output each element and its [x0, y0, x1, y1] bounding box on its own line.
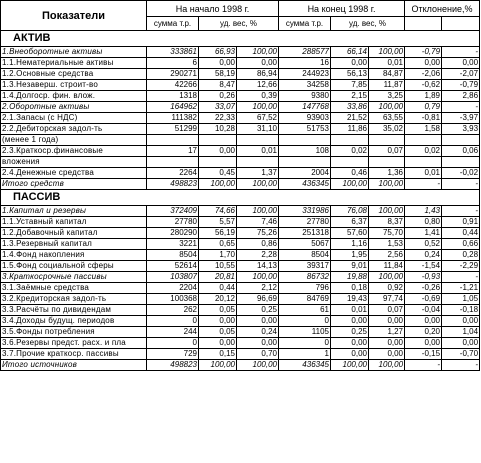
- header-indicators: Показатели: [1, 1, 147, 31]
- table-cell: 0,00: [331, 349, 369, 360]
- table-cell: 2,56: [369, 250, 405, 261]
- table-cell: [237, 157, 279, 168]
- header-end-period: На конец 1998 г.: [279, 1, 405, 17]
- table-cell: 244923: [279, 69, 331, 80]
- table-cell: 5,57: [199, 217, 237, 228]
- table-cell: -1,54: [405, 261, 442, 272]
- table-row: [1, 338, 480, 349]
- table-cell: 9380: [279, 91, 331, 102]
- table-row: [1, 305, 480, 316]
- table-cell: -0,02: [442, 168, 480, 179]
- row-label: Итого источников: [1, 360, 147, 371]
- table-cell: [331, 157, 369, 168]
- table-cell: 244: [147, 327, 199, 338]
- table-row: [1, 217, 480, 228]
- table-row: [1, 179, 480, 190]
- table-cell: 0,66: [442, 239, 480, 250]
- table-cell: 0,00: [369, 316, 405, 327]
- table-row: [1, 349, 480, 360]
- table-cell: 7,46: [237, 217, 279, 228]
- row-label: 3.Краткосрочные пассивы: [1, 272, 147, 283]
- table-cell: 0,00: [237, 58, 279, 69]
- table-cell: 0,26: [199, 91, 237, 102]
- table-cell: 1,53: [369, 239, 405, 250]
- table-row: [1, 124, 480, 135]
- table-cell: 96,69: [237, 294, 279, 305]
- table-cell: 0,00: [405, 58, 442, 69]
- table-cell: 3221: [147, 239, 199, 250]
- table-cell: 39317: [279, 261, 331, 272]
- table-cell: 2,12: [237, 283, 279, 294]
- table-cell: 76,08: [331, 206, 369, 217]
- table-cell: 1,43: [405, 206, 442, 217]
- table-cell: -0,62: [405, 80, 442, 91]
- table-cell: -: [442, 360, 480, 371]
- table-cell: 66,14: [331, 47, 369, 58]
- table-cell: 0,00: [405, 338, 442, 349]
- table-cell: 6,37: [331, 217, 369, 228]
- table-cell: 164962: [147, 102, 199, 113]
- table-cell: 2,28: [237, 250, 279, 261]
- row-label: 3.6.Резервы предст. расх. и пла: [1, 338, 147, 349]
- table-cell: 331986: [279, 206, 331, 217]
- table-cell: -0,81: [405, 113, 442, 124]
- row-label: 3.2.Кредиторская задол-ть: [1, 294, 147, 305]
- subheader-sum-end: сумма т.р.: [279, 17, 331, 31]
- table-cell: 0,02: [405, 146, 442, 157]
- table-cell: 796: [279, 283, 331, 294]
- table-cell: 0: [279, 338, 331, 349]
- table-cell: 11,87: [369, 80, 405, 91]
- table-row: [1, 250, 480, 261]
- table-cell: 0,86: [237, 239, 279, 250]
- table-cell: 0,02: [331, 146, 369, 157]
- table-cell: 20,81: [199, 272, 237, 283]
- table-cell: [405, 157, 442, 168]
- table-cell: 2,15: [331, 91, 369, 102]
- table-cell: 17: [147, 146, 199, 157]
- table-cell: 1,16: [331, 239, 369, 250]
- table-row: [1, 316, 480, 327]
- row-label: 1.3.Резервный капитал: [1, 239, 147, 250]
- table-cell: 57,60: [331, 228, 369, 239]
- table-cell: 33,86: [331, 102, 369, 113]
- table-cell: [331, 135, 369, 146]
- table-cell: 3,25: [369, 91, 405, 102]
- row-label: 2.4.Денежные средства: [1, 168, 147, 179]
- table-cell: 0,44: [442, 228, 480, 239]
- subheader-deviation-b: [442, 17, 480, 31]
- table-cell: 0,00: [405, 316, 442, 327]
- row-label: 1.Капитал и резервы: [1, 206, 147, 217]
- table-cell: 51299: [147, 124, 199, 135]
- table-cell: 7,85: [331, 80, 369, 91]
- row-label: 1.2.Добавочный капитал: [1, 228, 147, 239]
- table-cell: 75,26: [237, 228, 279, 239]
- table-cell: 100,00: [369, 47, 405, 58]
- table-cell: 27780: [279, 217, 331, 228]
- table-cell: 0,70: [237, 349, 279, 360]
- table-cell: 0,01: [369, 58, 405, 69]
- table-cell: 100,00: [199, 179, 237, 190]
- table-cell: 436345: [279, 360, 331, 371]
- table-cell: 0,00: [331, 316, 369, 327]
- table-cell: 9,01: [331, 261, 369, 272]
- row-label: вложения: [1, 157, 147, 168]
- table-cell: 0,00: [369, 349, 405, 360]
- table-cell: 58,19: [199, 69, 237, 80]
- row-label: 1.1.Уставный капитал: [1, 217, 147, 228]
- table-cell: 100,00: [331, 360, 369, 371]
- table-cell: -0,15: [405, 349, 442, 360]
- table-cell: 56,13: [331, 69, 369, 80]
- table-cell: 8,37: [369, 217, 405, 228]
- table-cell: 42266: [147, 80, 199, 91]
- table-row: [1, 360, 480, 371]
- table-cell: 8504: [147, 250, 199, 261]
- table-row: [1, 91, 480, 102]
- table-cell: 0,80: [405, 217, 442, 228]
- table-cell: 0,00: [331, 58, 369, 69]
- row-label: 3.5.Фонды потребления: [1, 327, 147, 338]
- table-cell: 100368: [147, 294, 199, 305]
- table-cell: 2264: [147, 168, 199, 179]
- table-cell: 0,00: [199, 58, 237, 69]
- table-cell: 0,46: [331, 168, 369, 179]
- table-cell: 11,84: [369, 261, 405, 272]
- table-cell: 0: [147, 338, 199, 349]
- subheader-sum-start: сумма т.р.: [147, 17, 199, 31]
- table-cell: [147, 157, 199, 168]
- table-cell: 93903: [279, 113, 331, 124]
- header-deviation: Отклонение,%: [405, 1, 480, 17]
- table-row: [1, 58, 480, 69]
- table-cell: 86732: [279, 272, 331, 283]
- table-cell: 0,05: [199, 305, 237, 316]
- table-cell: -0,69: [405, 294, 442, 305]
- table-cell: [199, 135, 237, 146]
- table-cell: 0,01: [331, 305, 369, 316]
- table-cell: 56,19: [199, 228, 237, 239]
- table-cell: -: [442, 102, 480, 113]
- table-cell: 0,01: [405, 168, 442, 179]
- table-row: [1, 239, 480, 250]
- table-cell: 1105: [279, 327, 331, 338]
- table-cell: 0,45: [199, 168, 237, 179]
- row-label: 3.7.Прочие краткоср. пассивы: [1, 349, 147, 360]
- table-cell: 498823: [147, 179, 199, 190]
- row-label: 2.2.Дебиторская задол-ть: [1, 124, 147, 135]
- table-cell: 0,00: [199, 316, 237, 327]
- table-cell: 86,94: [237, 69, 279, 80]
- table-cell: 100,00: [237, 272, 279, 283]
- section-row-asset: [1, 31, 480, 47]
- table-cell: 8,47: [199, 80, 237, 91]
- table-cell: 0,00: [442, 338, 480, 349]
- table-row: [1, 261, 480, 272]
- table-cell: 100,00: [237, 206, 279, 217]
- table-body: [1, 31, 480, 371]
- row-label: (менее 1 года): [1, 135, 147, 146]
- table-cell: 2,86: [442, 91, 480, 102]
- table-cell: 0,18: [331, 283, 369, 294]
- table-cell: 14,13: [237, 261, 279, 272]
- table-cell: 0,00: [237, 316, 279, 327]
- table-cell: 333861: [147, 47, 199, 58]
- table-cell: 100,00: [369, 179, 405, 190]
- table-cell: [147, 135, 199, 146]
- table-row: [1, 157, 480, 168]
- table-cell: 372409: [147, 206, 199, 217]
- table-cell: 100,00: [237, 47, 279, 58]
- table-cell: 0: [279, 316, 331, 327]
- table-cell: 0,44: [199, 283, 237, 294]
- table-cell: 1,27: [369, 327, 405, 338]
- row-label: 1.3.Незаверш. строит-во: [1, 80, 147, 91]
- table-cell: 0,39: [237, 91, 279, 102]
- table-cell: -0,79: [405, 47, 442, 58]
- table-cell: 35,02: [369, 124, 405, 135]
- table-cell: 0,00: [369, 338, 405, 349]
- table-cell: 0,24: [405, 250, 442, 261]
- section-title-liability: ПАССИВ: [1, 190, 480, 206]
- table-row: [1, 47, 480, 58]
- table-cell: 3,93: [442, 124, 480, 135]
- row-label: 3.1.Заёмные средства: [1, 283, 147, 294]
- table-cell: [369, 135, 405, 146]
- table-cell: 0,00: [442, 58, 480, 69]
- table-cell: 0,01: [237, 146, 279, 157]
- table-cell: 1,58: [405, 124, 442, 135]
- table-cell: [369, 157, 405, 168]
- table-cell: -0,18: [442, 305, 480, 316]
- table-cell: 0,91: [442, 217, 480, 228]
- table-cell: 84,87: [369, 69, 405, 80]
- table-cell: 100,00: [331, 179, 369, 190]
- table-cell: 1,89: [405, 91, 442, 102]
- subheader-weight-end: уд. вес, %: [331, 17, 405, 31]
- table-cell: 1,70: [199, 250, 237, 261]
- table-cell: 0,65: [199, 239, 237, 250]
- table-cell: 0,25: [331, 327, 369, 338]
- table-cell: 19,88: [331, 272, 369, 283]
- table-cell: -: [442, 206, 480, 217]
- table-cell: 0: [147, 316, 199, 327]
- table-cell: 0,25: [237, 305, 279, 316]
- table-cell: 100,00: [369, 360, 405, 371]
- table-cell: 34258: [279, 80, 331, 91]
- table-cell: 147768: [279, 102, 331, 113]
- table-cell: 262: [147, 305, 199, 316]
- table-cell: [405, 135, 442, 146]
- table-cell: 100,00: [237, 102, 279, 113]
- table-cell: [279, 135, 331, 146]
- table-cell: 8504: [279, 250, 331, 261]
- table-cell: 6: [147, 58, 199, 69]
- table-cell: 0,20: [405, 327, 442, 338]
- table-row: [1, 113, 480, 124]
- table-cell: -3,97: [442, 113, 480, 124]
- table-cell: 22,33: [199, 113, 237, 124]
- table-cell: -2,06: [405, 69, 442, 80]
- subheader-deviation-a: [405, 17, 442, 31]
- table-row: [1, 294, 480, 305]
- table-cell: 1318: [147, 91, 199, 102]
- table-cell: 0,06: [442, 146, 480, 157]
- table-cell: 100,00: [369, 102, 405, 113]
- table-cell: 0,28: [442, 250, 480, 261]
- table-cell: 19,43: [331, 294, 369, 305]
- table-cell: -: [442, 272, 480, 283]
- table-cell: 251318: [279, 228, 331, 239]
- table-cell: 1: [279, 349, 331, 360]
- table-cell: 111382: [147, 113, 199, 124]
- table-row: [1, 228, 480, 239]
- table-cell: -0,26: [405, 283, 442, 294]
- table-cell: 66,93: [199, 47, 237, 58]
- table-cell: 75,70: [369, 228, 405, 239]
- table-row: [1, 206, 480, 217]
- table-cell: 27780: [147, 217, 199, 228]
- table-cell: 51753: [279, 124, 331, 135]
- table-cell: 100,00: [199, 360, 237, 371]
- table-row: [1, 327, 480, 338]
- table-cell: [442, 135, 480, 146]
- table-row: [1, 146, 480, 157]
- table-cell: -: [405, 179, 442, 190]
- table-cell: 21,52: [331, 113, 369, 124]
- table-cell: 103807: [147, 272, 199, 283]
- table-cell: 97,74: [369, 294, 405, 305]
- row-label: 1.Внеоборотные активы: [1, 47, 147, 58]
- table-cell: -: [442, 179, 480, 190]
- table-cell: -0,04: [405, 305, 442, 316]
- table-cell: 290271: [147, 69, 199, 80]
- section-title-asset: АКТИВ: [1, 31, 480, 47]
- table-cell: -: [405, 360, 442, 371]
- table-cell: 61: [279, 305, 331, 316]
- table-cell: 0,00: [237, 338, 279, 349]
- row-label: 3.4.Доходы будущ. периодов: [1, 316, 147, 327]
- table-cell: 20,12: [199, 294, 237, 305]
- table-cell: 436345: [279, 179, 331, 190]
- table-cell: 1,41: [405, 228, 442, 239]
- row-label: 1.1.Нематериальные активы: [1, 58, 147, 69]
- table-cell: 0,15: [199, 349, 237, 360]
- table-cell: 12,66: [237, 80, 279, 91]
- row-label: 3.3.Расчёты по дивидендам: [1, 305, 147, 316]
- table-cell: 0,00: [199, 146, 237, 157]
- table-row: [1, 283, 480, 294]
- table-cell: 31,10: [237, 124, 279, 135]
- row-label: 2.1.Запасы (с НДС): [1, 113, 147, 124]
- table-cell: 1,05: [442, 294, 480, 305]
- table-cell: 0,07: [369, 305, 405, 316]
- table-cell: 63,55: [369, 113, 405, 124]
- table-cell: 100,00: [369, 272, 405, 283]
- table-cell: 33,07: [199, 102, 237, 113]
- table-row: [1, 69, 480, 80]
- table-cell: 1,95: [331, 250, 369, 261]
- table-cell: 52614: [147, 261, 199, 272]
- table-cell: 1,04: [442, 327, 480, 338]
- table-cell: 1,37: [237, 168, 279, 179]
- table-cell: 0,00: [331, 338, 369, 349]
- table-cell: [442, 157, 480, 168]
- row-label: 1.5.Фонд социальной сферы: [1, 261, 147, 272]
- table-cell: -2,07: [442, 69, 480, 80]
- table-cell: 100,00: [237, 360, 279, 371]
- table-cell: 10,55: [199, 261, 237, 272]
- row-label: Итого средств: [1, 179, 147, 190]
- table-cell: 0,07: [369, 146, 405, 157]
- table-cell: -2,29: [442, 261, 480, 272]
- table-cell: [237, 135, 279, 146]
- row-label: 1.4.Долгоср. фин. влож.: [1, 91, 147, 102]
- table-cell: -: [442, 47, 480, 58]
- row-label: 1.4.Фонд накопления: [1, 250, 147, 261]
- table-cell: 288577: [279, 47, 331, 58]
- table-cell: 0,79: [405, 102, 442, 113]
- table-cell: 2204: [147, 283, 199, 294]
- table-cell: 84769: [279, 294, 331, 305]
- table-cell: 5067: [279, 239, 331, 250]
- section-row-liability: [1, 190, 480, 206]
- row-label: 2.3.Краткоср.финансовые: [1, 146, 147, 157]
- table-cell: -0,93: [405, 272, 442, 283]
- table-cell: 0,00: [199, 338, 237, 349]
- table-cell: 10,28: [199, 124, 237, 135]
- table-cell: 67,52: [237, 113, 279, 124]
- table-cell: [279, 157, 331, 168]
- table-row: [1, 135, 480, 146]
- row-label: 2.Оборотные активы: [1, 102, 147, 113]
- table-cell: 11,86: [331, 124, 369, 135]
- table-cell: -0,70: [442, 349, 480, 360]
- table-cell: [199, 157, 237, 168]
- table-row: [1, 80, 480, 91]
- table-cell: 0,92: [369, 283, 405, 294]
- table-cell: 1,36: [369, 168, 405, 179]
- table-cell: 100,00: [237, 179, 279, 190]
- table-cell: 0,00: [442, 316, 480, 327]
- table-cell: 280290: [147, 228, 199, 239]
- table-cell: 498823: [147, 360, 199, 371]
- table-cell: -0,79: [442, 80, 480, 91]
- table-cell: 729: [147, 349, 199, 360]
- table-cell: -1,21: [442, 283, 480, 294]
- table-cell: 0,52: [405, 239, 442, 250]
- table-cell: 0,05: [199, 327, 237, 338]
- table-row: [1, 168, 480, 179]
- table-cell: 74,66: [199, 206, 237, 217]
- table-cell: 100,00: [369, 206, 405, 217]
- header-start-period: На начало 1998 г.: [147, 1, 279, 17]
- table-cell: 0,24: [237, 327, 279, 338]
- table-row: [1, 272, 480, 283]
- table-cell: 2004: [279, 168, 331, 179]
- table-row: [1, 102, 480, 113]
- table-cell: 108: [279, 146, 331, 157]
- row-label: 1.2.Основные средства: [1, 69, 147, 80]
- table-cell: 16: [279, 58, 331, 69]
- subheader-weight-start: уд. вес, %: [199, 17, 279, 31]
